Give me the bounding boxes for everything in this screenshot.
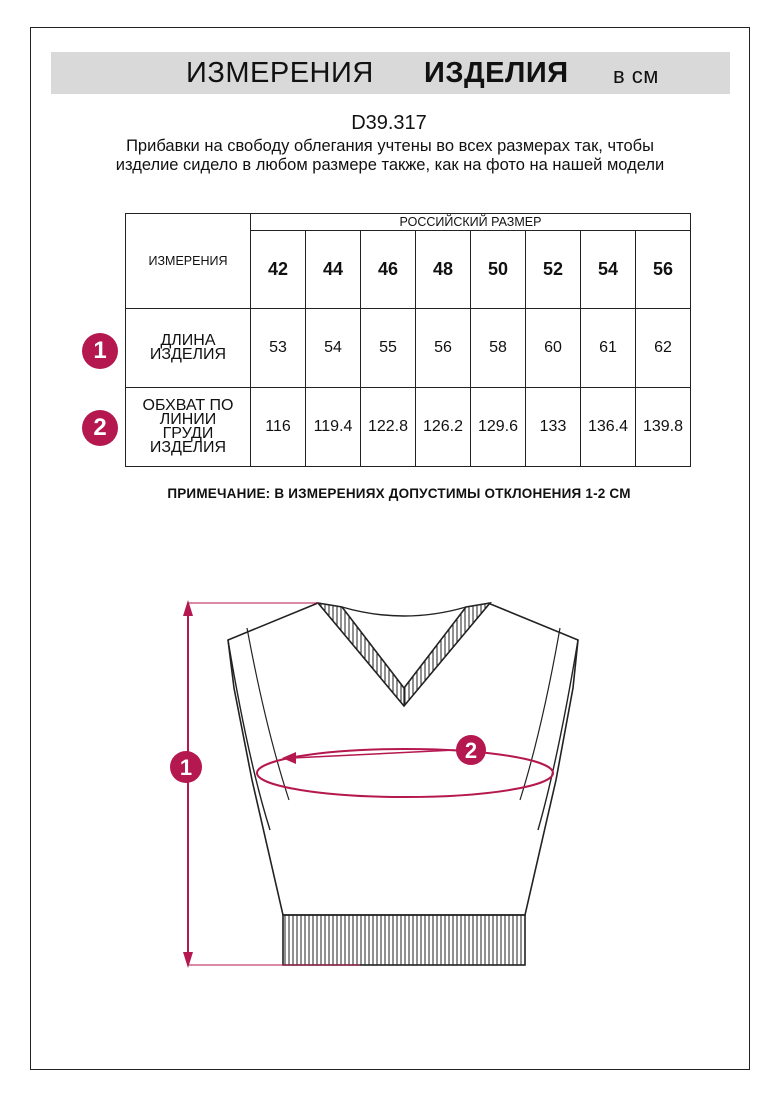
size-header: 50 — [471, 231, 526, 309]
table-cell: 119.4 — [306, 388, 361, 467]
tolerance-note: ПРИМЕЧАНИЕ: В ИЗМЕРЕНИЯХ ДОПУСТИМЫ ОТКЛОНЕНИЯ 1-2 СМ — [167, 486, 631, 501]
chest-badge-label: 2 — [464, 738, 478, 763]
title-unit: в см — [613, 63, 659, 88]
product-code: D39.317 — [351, 112, 427, 134]
row-label-chest: ОБХВАТ ПО ЛИНИИ ГРУДИ ИЗДЕЛИЯ — [126, 388, 251, 467]
table-cell: 54 — [306, 309, 361, 388]
row-label-length: ДЛИНА ИЗДЕЛИЯ — [126, 309, 251, 388]
size-system-header: РОССИЙСКИЙ РАЗМЕР — [251, 214, 691, 231]
hem-rib — [283, 915, 525, 965]
table-cell: 116 — [251, 388, 306, 467]
length-arrow-head-bottom — [183, 952, 193, 968]
size-header: 48 — [416, 231, 471, 309]
title-product: ИЗДЕЛИЯ — [424, 57, 569, 89]
table-cell: 139.8 — [636, 388, 691, 467]
table-cell: 129.6 — [471, 388, 526, 467]
table-cell: 56 — [416, 309, 471, 388]
row-badge-length: 1 — [82, 333, 118, 369]
table-cell: 61 — [581, 309, 636, 388]
length-badge-label: 1 — [179, 755, 193, 780]
table-cell: 122.8 — [361, 388, 416, 467]
size-header: 42 — [251, 231, 306, 309]
measurements-header: ИЗМЕРЕНИЯ — [126, 214, 251, 309]
size-header: 52 — [526, 231, 581, 309]
table-cell: 55 — [361, 309, 416, 388]
table-cell: 136.4 — [581, 388, 636, 467]
row-badge-chest: 2 — [82, 410, 118, 446]
table-cell: 58 — [471, 309, 526, 388]
size-header: 54 — [581, 231, 636, 309]
table-cell: 62 — [636, 309, 691, 388]
table-cell: 60 — [526, 309, 581, 388]
size-header: 44 — [306, 231, 361, 309]
table-cell: 126.2 — [416, 388, 471, 467]
table-cell: 133 — [526, 388, 581, 467]
fit-description: Прибавки на свободу облегания учтены во всех размерах так, чтобы изделие сидело в любом размере также, как на фото на нашей модели — [115, 137, 665, 174]
size-header: 56 — [636, 231, 691, 309]
table-cell: 53 — [251, 309, 306, 388]
length-arrow-head-top — [183, 600, 193, 616]
size-header: 46 — [361, 231, 416, 309]
title-measurements: ИЗМЕРЕНИЯ — [186, 57, 374, 89]
